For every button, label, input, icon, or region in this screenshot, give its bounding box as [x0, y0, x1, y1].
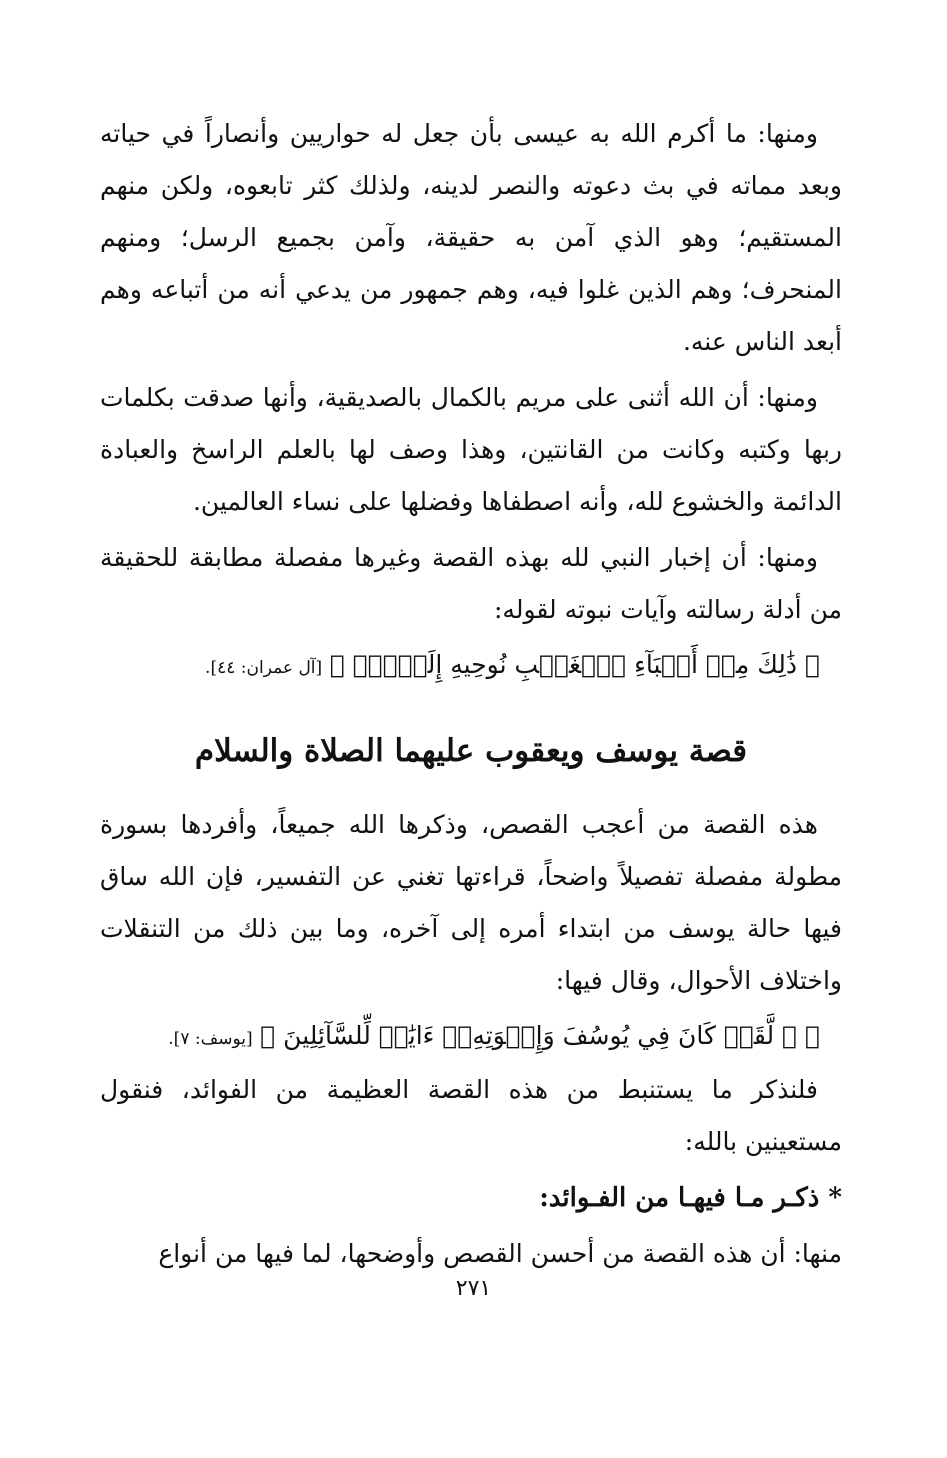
quran-verse-al-imran: [100, 640, 842, 693]
verse-text: ﴿ ذَٰلِكَ مِنۡ أَنۢبَآءِ ٱلۡغَيۡبِ نُوحِيهِ إِلَيۡكَۚ ﴾: [329, 650, 820, 679]
paragraph-text: هذه القصة من أعجب القصص، وذكرها الله جميعاً، وأفردها بسورة مطولة مفصلة تفصيلاً واضحاً، قراءتها تغني عن التفسير، فإن الله ساق فيها حالة يوسف من ابتداء أمره إلى آخره، وما بين ذلك من التنقلات واختلاف الأحوال، وقال فيها:: [100, 810, 842, 995]
verse-reference: [آل عمران: ٤٤].: [205, 658, 323, 678]
benefits-heading: * ذكـر مـا فيهـا من الفـوائد:: [539, 1183, 842, 1213]
paragraph-yusuf-intro: [100, 799, 842, 1007]
quran-verse-yusuf: [100, 1011, 842, 1064]
page-number: ٢٧١: [455, 1276, 492, 1301]
paragraph-text: ومنها: ما أكرم الله به عيسى بأن جعل له حواريين وأنصاراً في حياته وبعد مماته في بث دعوته والنصر لدينه، ولذلك كثر تابعوه، ولكن منهم المستقيم؛ وهو الذي آمن به حقيقة، وآمن بجميع الرسل؛ ومنهم المنحرف؛ وهم الذين غلوا فيه، وهم جمهور من يدعي أنه من أتباعه وهم أبعد الناس عنه.: [100, 119, 842, 356]
verse-text: ﴿ ۞ لَّقَدۡ كَانَ فِي يُوسُفَ وَإِخۡوَتِهِۦٓ ءَايَٰتٞ لِّلسَّآئِلِينَ ﴾: [260, 1021, 820, 1050]
page-body: [100, 108, 842, 1280]
paragraph-text: ومنها: أن الله أثنى على مريم بالكمال بالصديقية، وأنها صدقت بكلمات ربها وكتبه وكانت من القانتين، وهذا وصف لها بالعلم الراسخ والعبادة الدائمة والخشوع لله، وأنه اصطفاها وفضلها على نساء العالمين.: [100, 383, 842, 516]
verse-reference: [يوسف: ٧].: [168, 1029, 253, 1049]
paragraph-prophethood-proof: [100, 532, 842, 636]
paragraph-maryam: [100, 372, 842, 528]
paragraph-text: ومنها: أن إخبار النبي لله بهذه القصة وغيرها مفصلة مطابقة للحقيقة من أدلة رسالته وآيات نبوته لقوله:: [100, 543, 842, 624]
paragraph-text: فلنذكر ما يستنبط من هذه القصة العظيمة من الفوائد، فنقول مستعينين بالله:: [100, 1075, 842, 1156]
paragraph-first-benefit: [100, 1228, 842, 1280]
section-title: قصة يوسف ويعقوب عليهما الصلاة والسلام: [194, 733, 748, 769]
paragraph-text: منها: أن هذه القصة من أحسن القصص وأوضحها، لما فيها من أنواع: [158, 1239, 842, 1268]
paragraph-disciples: [100, 108, 842, 368]
paragraph-benefits-intro: [100, 1064, 842, 1168]
